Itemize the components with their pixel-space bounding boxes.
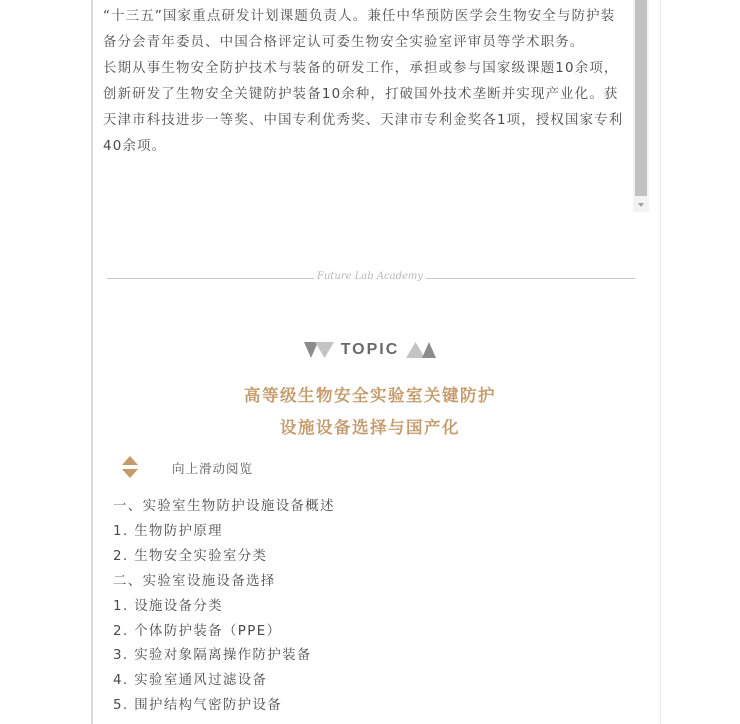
bio-paragraph: 长期从事生物安全防护技术与装备的研发工作，承担或参与国家级课题10余项，创新研发了生物安全关键防护装备10余种，打破国外技术垄断并实现产业化。获天津市科技进步一等奖、中国专利优秀奖、天津市专利金奖各1项，授权国家专利40余项。: [103, 61, 624, 154]
triangles-left-icon: [304, 342, 334, 358]
scroll-hint: [120, 455, 253, 481]
divider-label: Future Lab Academy: [314, 271, 426, 282]
bio-scroll-box[interactable]: [100, 0, 650, 212]
bio-paragraph: “十三五”国家重点研发计划课题负责人。兼任中华预防医学会生物安全与防护装备分会青年委员、中国合格评定认可委生物安全实验室评审员等学术职务。: [103, 9, 616, 50]
scrollbar-thumb[interactable]: [635, 0, 647, 196]
scroll-hint-label: 向上滑动阅览: [172, 461, 254, 476]
triangles-right-icon: [406, 342, 436, 358]
scrollbar[interactable]: [633, 0, 649, 212]
up-down-arrows-icon: [120, 455, 140, 481]
outline-item: 5. 围护结构气密防护设备: [113, 698, 283, 714]
outline-item: 二、实验室设施设备选择: [113, 573, 276, 589]
outline-item: 4. 实验室通风过滤设备: [113, 673, 268, 689]
outline-item: 3. 实验对象隔离操作防护装备: [113, 648, 312, 664]
topic-title-line-2: 设施设备选择与国产化: [280, 418, 460, 437]
divider-label-wrap: [0, 271, 740, 282]
outline-item: 一、实验室生物防护设施设备概述: [113, 499, 335, 514]
topic-outline: [113, 495, 633, 719]
topic-label: TOPIC: [340, 341, 400, 358]
outline-item: 1. 设施设备分类: [113, 598, 223, 614]
outline-item: 2. 生物安全实验室分类: [113, 548, 268, 564]
bio-text: [103, 4, 627, 160]
topic-header: [0, 338, 740, 362]
topic-title-line-1: 高等级生物安全实验室关键防护: [244, 386, 496, 405]
outline-item: 2. 个体防护装备（PPE）: [113, 623, 282, 639]
scroll-down-arrow-icon[interactable]: [633, 198, 649, 212]
outline-item: 1. 生物防护原理: [113, 523, 223, 539]
